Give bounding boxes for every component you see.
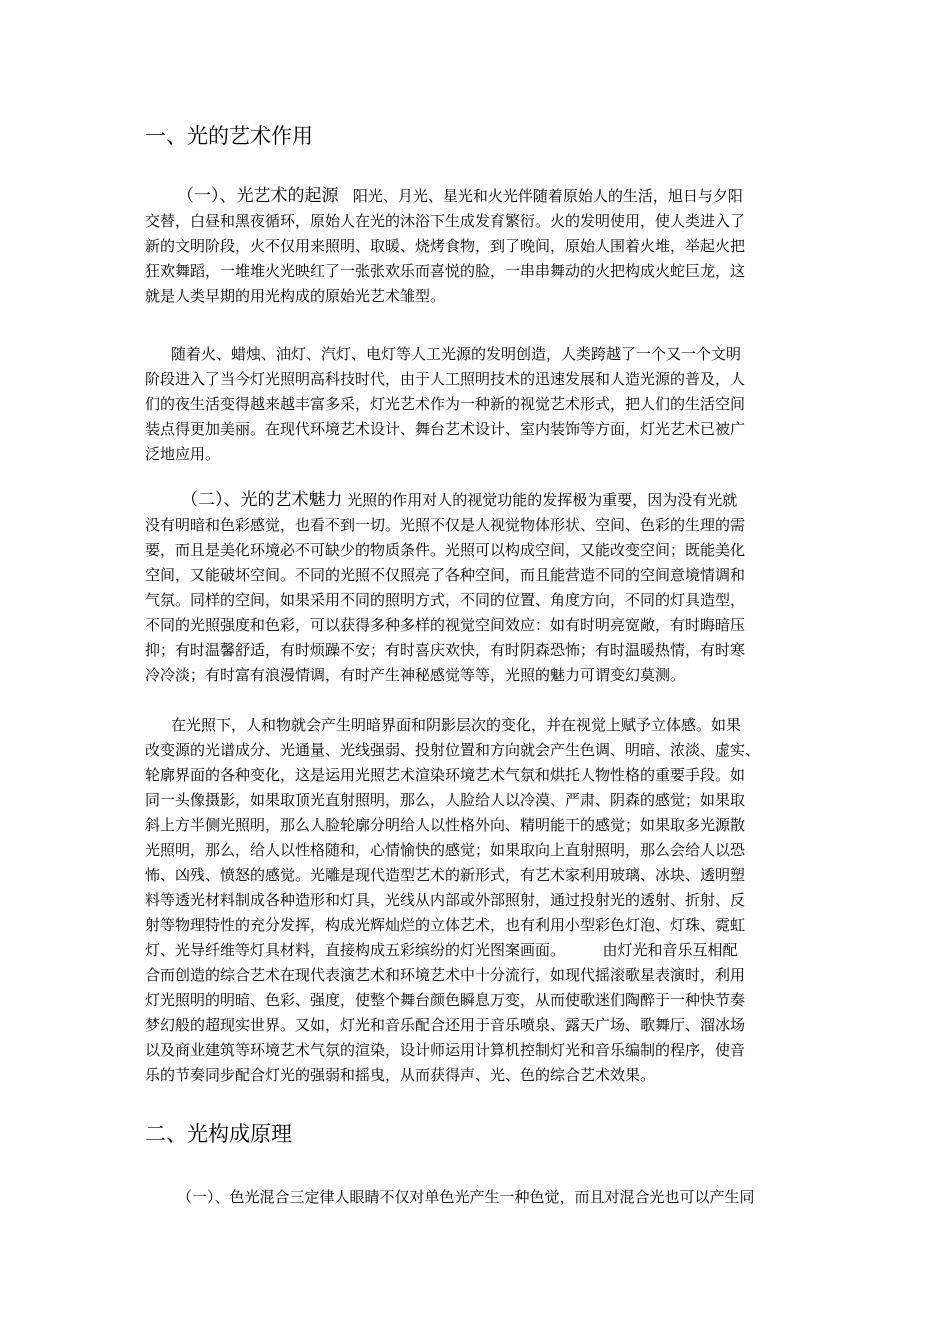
- text-line: 阶段进入了当今灯光照明高科技时代，由于人工照明技术的迅速发展和人造光源的普及，人: [145, 370, 746, 388]
- paragraph-artificial-light: [145, 342, 807, 467]
- paragraph-origin: [145, 184, 807, 309]
- text-line: 射等物理特性的充分发挥，构成光辉灿烂的立体艺术，也有利用小型彩色灯泡、灯珠、霓虹: [145, 916, 746, 934]
- text-line: 梦幻般的超现实世界。又如，灯光和音乐配合还用于音乐喷泉、露天广场、歌舞厅、溜冰场: [145, 1016, 746, 1034]
- text-line: 光照的作用对人的视觉功能的发挥极为重要，因为没有光就: [347, 491, 738, 509]
- text-line: 斜上方半侧光照明，那么人脸轮廓分明给人以性格外向、精明能干的感觉；如果取多光源散: [145, 816, 746, 834]
- text-line: 冷冷淡；有时富有浪漫情调，有时产生神秘感觉等等，光照的魅力可谓变幻莫测。: [145, 666, 686, 684]
- text-line: 装点得更加美丽。在现代环境艺术设计、舞台艺术设计、室内装饰等方面，灯光艺术已被广: [145, 420, 746, 438]
- subheading-charm: （二）、光的艺术魅力: [181, 490, 343, 510]
- text-line: 在光照下，人和物就会产生明暗界面和阴影层次的变化，并在视觉上赋予立体感。如果: [171, 716, 742, 734]
- text-line: 没有明暗和色彩感觉，也看不到一切。光照不仅是人视觉物体形状、空间、色彩的生理的需: [145, 516, 746, 534]
- text-line: 泛地应用。: [145, 445, 221, 463]
- text-line: 阳光、月光、星光和火光伴随着原始人的生活，旭日与夕阳: [352, 187, 743, 205]
- text-line: 改变源的光谱成分、光通量、光线强弱、投射位置和方向就会产生色调、明暗、浓淡、虚实、: [145, 741, 761, 759]
- paragraph-charm: [145, 488, 807, 688]
- text-line: 就是人类早期的用光构成的原始光艺术雏型。: [145, 287, 446, 305]
- text-line: 灯光照明的明暗、色彩、强度，使整个舞台颜色瞬息万变，从而使歌迷们陶醉于一种快节奏: [145, 991, 746, 1009]
- text-line: 不同的光照强度和色彩，可以获得多种多样的视觉空间效应：如有时明亮宽敞，有时晦暗压: [145, 616, 746, 634]
- text-line: 以及商业建筑等环境艺术气氛的渲染，设计师运用计算机控制灯光和音乐编制的程序，使音: [145, 1041, 746, 1059]
- text-line: 交替，白昼和黑夜循环，原始人在光的沐浴下生成发育繁衍。火的发明使用，使人类进入了: [145, 212, 746, 230]
- text-line: 要，而且是美化环境必不可缺少的物质条件。光照可以构成空间，又能改变空间；既能美化: [145, 541, 746, 559]
- section-heading-2: 二、光构成原理: [145, 1122, 292, 1146]
- subheading-origin: （一）、光艺术的起源: [177, 186, 339, 206]
- paragraph-color-mixing: [145, 1185, 807, 1210]
- text-line: 乐的节奏同步配合灯光的强弱和摇曳，从而获得声、光、色的综合艺术效果。: [145, 1066, 656, 1084]
- text-line: 新的文明阶段，火不仅用来照明、取暖、烧烤食物，到了晚间，原始人围着火堆，举起火把: [145, 237, 746, 255]
- text-line: 灯、光导纤维等灯具材料，直接构成五彩缤纷的灯光图案画面。 由灯光和音乐互相配: [145, 941, 738, 959]
- text-line: 光照明，那么，给人以性格随和，心情愉快的感觉；如果取向上直射照明，那么会给人以恐: [145, 841, 746, 859]
- text-line: 料等透光材料制成各种造形和灯具，光线从内部或外部照射，通过投射光的透射、折射、反: [145, 891, 746, 909]
- text-line: 怖、凶残、愤怒的感觉。光雕是现代造型艺术的新形式，有艺术家利用玻璃、冰块、透明塑: [145, 866, 746, 884]
- text-line: 合而创造的综合艺术在现代表演艺术和环境艺术中十分流行，如现代摇滚歌星表演时，利用: [145, 966, 746, 984]
- text-line: 抑；有时温馨舒适，有时烦躁不安；有时喜庆欢快，有时阴森恐怖；有时温暖热情，有时寒: [145, 641, 746, 659]
- text-line: 狂欢舞蹈，一堆堆火光映红了一张张欢乐而喜悦的脸，一串串舞动的火把构成火蛇巨龙，这: [145, 262, 746, 280]
- paragraph-light-effects: [145, 713, 807, 1088]
- section-heading-1: 一、光的艺术作用: [145, 124, 313, 148]
- text-line: 随着火、蜡烛、油灯、汽灯、电灯等人工光源的发明创造，人类跨越了一个又一个文明: [171, 345, 742, 363]
- text-line: 轮廓界面的各种变化，这是运用光照艺术渲染环境艺术气氛和烘托人物性格的重要手段。如: [145, 766, 746, 784]
- text-line: 们的夜生活变得越来越丰富多采，灯光艺术作为一种新的视觉艺术形式，把人们的生活空间: [145, 395, 746, 413]
- subheading-color-mixing: （一）、色光混合三定律: [177, 1188, 335, 1206]
- text-line: 同一头像摄影，如果取顶光直射照明，那么，人脸给人以冷漠、严肃、阴森的感觉；如果取: [145, 791, 746, 809]
- text-line: 空间，又能破坏空间。不同的光照不仅照亮了各种空间，而且能营造不同的空间意境情调和: [145, 566, 746, 584]
- text-line: 人眼睛不仅对单色光产生一种色觉，而且对混合光也可以产生同: [334, 1188, 755, 1206]
- text-line: 气氛。同样的空间，如果采用不同的照明方式，不同的位置、角度方向，不同的灯具造型，: [145, 591, 746, 609]
